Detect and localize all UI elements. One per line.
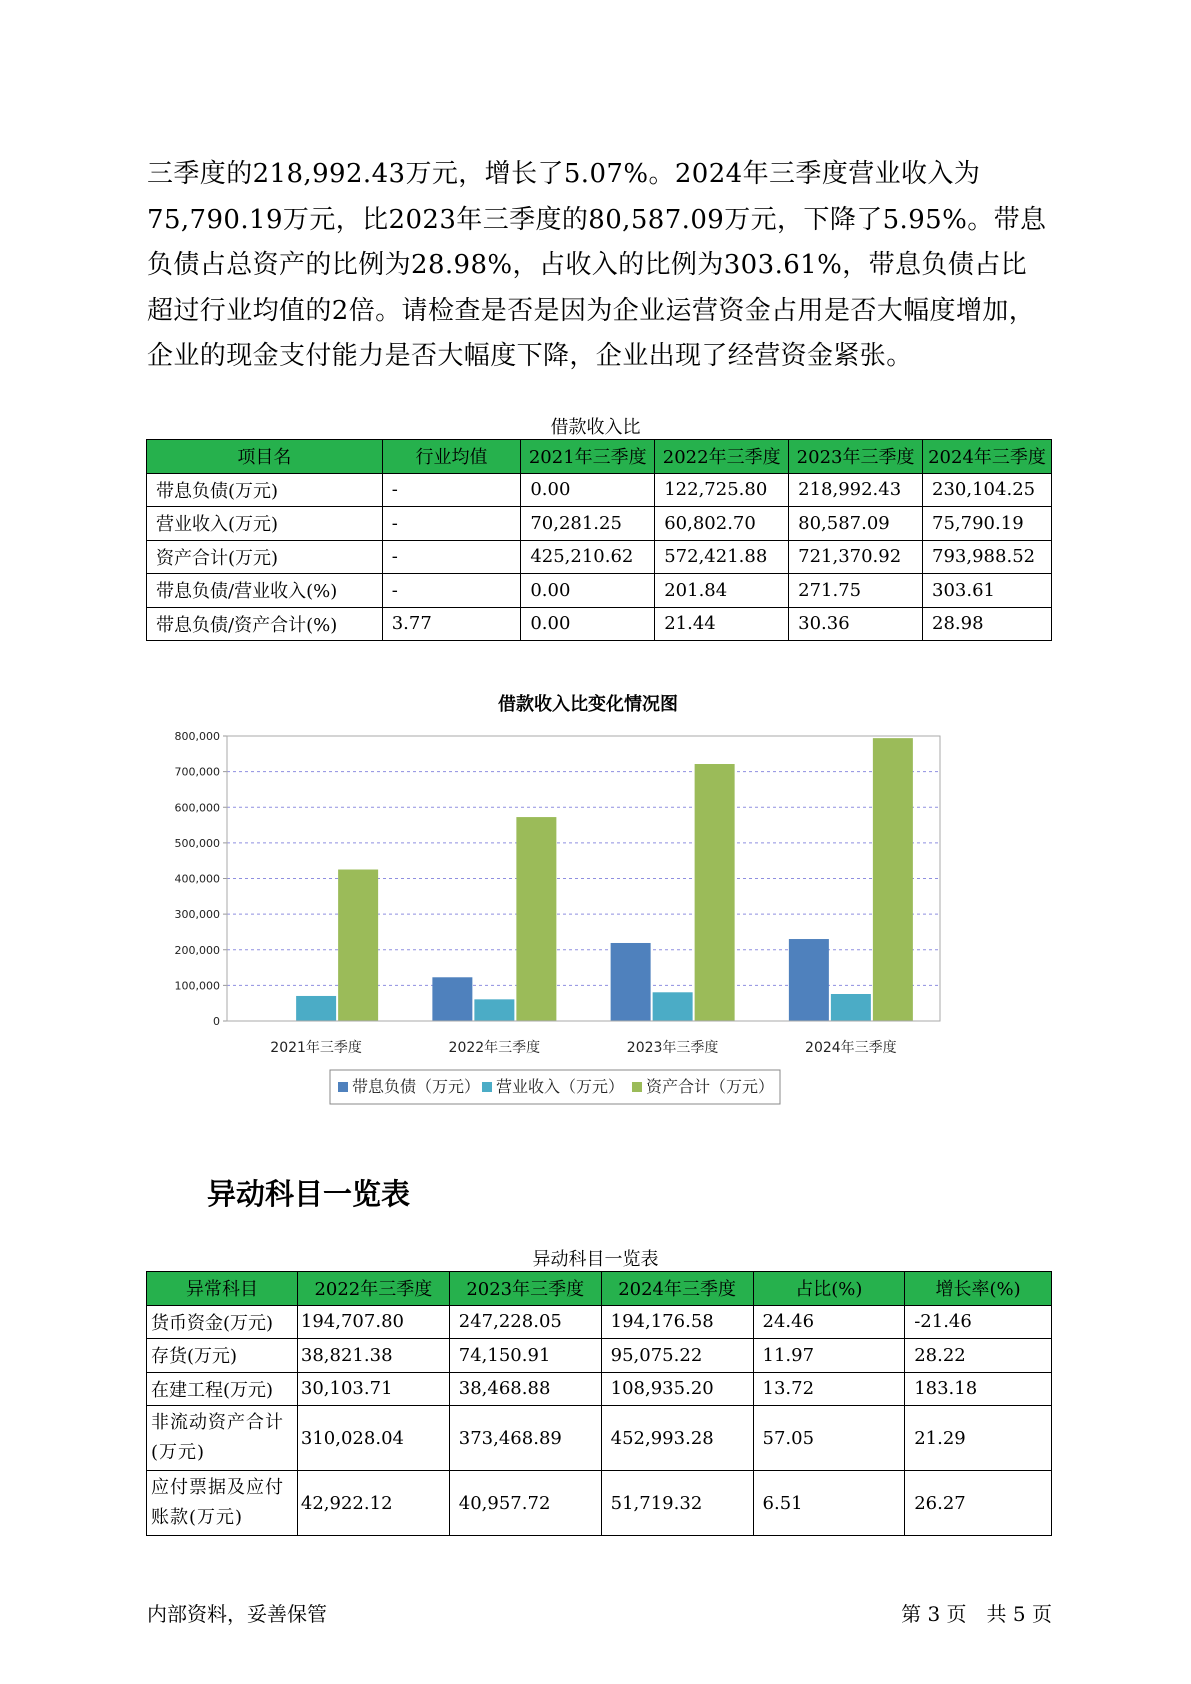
legend-swatch: [632, 1082, 642, 1092]
header-cell: 占比(%): [753, 1272, 905, 1306]
analysis-paragraph: 三季度的218,992.43万元，增长了5.07%。2024年三季度营业收入为75,790.19万元，比2023年三季度的80,587.09万元，下降了5.95%。带息负债占总资产的比例为28.98%，占收入的比例为303.61%，带息负债占比超过行业均值的2倍。请检查是否是因为企业运营资金占用是否大幅度增加，企业的现金支付能力是否大幅度下降，企业出现了经营资金紧张。: [147, 159, 1047, 371]
bar: [831, 994, 871, 1021]
legend-swatch: [338, 1082, 348, 1092]
bar: [611, 943, 651, 1021]
table-cell: 在建工程(万元): [147, 1372, 298, 1406]
y-tick-label: 700,000: [174, 765, 220, 779]
loan-income-ratio-table: [146, 439, 1052, 641]
bar: [296, 996, 336, 1021]
header-cell: 2021年三季度: [521, 440, 655, 474]
footer-confidential: 内部资料，妥善保管: [147, 1602, 327, 1626]
table-cell: 带息负债/资产合计(%): [147, 607, 383, 641]
table-cell: 95,075.22: [601, 1339, 753, 1373]
table-cell: 38,821.38: [297, 1339, 449, 1373]
header-cell: 2024年三季度: [923, 440, 1052, 474]
table-row: [147, 1406, 1052, 1471]
table-cell: 194,707.80: [297, 1305, 449, 1339]
table-row: [147, 540, 1052, 574]
header-cell: 2023年三季度: [449, 1272, 601, 1306]
table-cell: 793,988.52: [923, 540, 1052, 574]
x-tick-label: 2024年三季度: [805, 1040, 897, 1056]
header-cell: 行业均值: [382, 440, 521, 474]
table-cell: 218,992.43: [789, 473, 923, 507]
table-cell: 资产合计(万元): [147, 540, 383, 574]
table-row: [147, 1339, 1052, 1373]
table1-caption: 借款收入比: [550, 417, 641, 438]
abnormal-accounts-table: [146, 1271, 1052, 1536]
table-cell: -: [382, 507, 521, 541]
bar: [338, 870, 378, 1021]
bar: [695, 764, 735, 1021]
table-cell: 38,468.88: [449, 1372, 601, 1406]
bar: [432, 977, 472, 1021]
table-cell: 26.27: [905, 1471, 1052, 1536]
legend-swatch: [482, 1082, 492, 1092]
table-cell: 74,150.91: [449, 1339, 601, 1373]
table-cell: 201.84: [655, 574, 789, 608]
section-heading: 异动科目一览表: [207, 1177, 411, 1211]
table-row: [147, 473, 1052, 507]
table-cell: 57.05: [753, 1406, 905, 1471]
table-row: [147, 1305, 1052, 1339]
header-cell: 异常科目: [147, 1272, 298, 1306]
table-cell: 721,370.92: [789, 540, 923, 574]
chart-legend: [330, 1070, 780, 1104]
table-cell: 310,028.04: [297, 1406, 449, 1471]
table-cell: 51,719.32: [601, 1471, 753, 1536]
y-tick-label: 200,000: [174, 943, 220, 957]
chart-title: 借款收入比变化情况图: [498, 694, 678, 715]
legend-label: 带息负债（万元）: [352, 1077, 481, 1096]
table-header-row: [147, 440, 1052, 474]
table2-caption: 异动科目一览表: [532, 1249, 659, 1270]
table-cell: 3.77: [382, 607, 521, 641]
footer-page-number: 第 3 页 共 5 页: [901, 1602, 1052, 1626]
table-cell: 452,993.28: [601, 1406, 753, 1471]
header-cell: 项目名: [147, 440, 383, 474]
table-cell: 0.00: [521, 574, 655, 608]
table-cell: 11.97: [753, 1339, 905, 1373]
table-cell: 40,957.72: [449, 1471, 601, 1536]
table-cell: 带息负债/营业收入(%): [147, 574, 383, 608]
table-cell: 6.51: [753, 1471, 905, 1536]
table-cell: 28.98: [923, 607, 1052, 641]
table-cell: 122,725.80: [655, 473, 789, 507]
header-cell: 2022年三季度: [297, 1272, 449, 1306]
header-cell: 2023年三季度: [789, 440, 923, 474]
table-cell: 108,935.20: [601, 1372, 753, 1406]
table-row: [147, 1372, 1052, 1406]
table-row: [147, 607, 1052, 641]
y-tick-label: 300,000: [174, 908, 220, 922]
header-cell: 2022年三季度: [655, 440, 789, 474]
table-cell: 应付票据及应付账款(万元): [147, 1471, 298, 1536]
table-cell: 非流动资产合计(万元): [147, 1406, 298, 1471]
table-cell: 303.61: [923, 574, 1052, 608]
legend-label: 资产合计（万元）: [646, 1077, 775, 1096]
table-cell: 42,922.12: [297, 1471, 449, 1536]
table-row: [147, 1471, 1052, 1536]
table-cell: 0.00: [521, 473, 655, 507]
y-tick-label: 0: [213, 1015, 220, 1028]
table-cell: 带息负债(万元): [147, 473, 383, 507]
table-cell: 存货(万元): [147, 1339, 298, 1373]
table-cell: -: [382, 574, 521, 608]
table-cell: 373,468.89: [449, 1406, 601, 1471]
table-cell: 21.29: [905, 1406, 1052, 1471]
legend-label: 营业收入（万元）: [496, 1077, 625, 1096]
table-cell: 货币资金(万元): [147, 1305, 298, 1339]
table-cell: 247,228.05: [449, 1305, 601, 1339]
table-cell: -21.46: [905, 1305, 1052, 1339]
table-cell: 572,421.88: [655, 540, 789, 574]
table-cell: 271.75: [789, 574, 923, 608]
table-cell: -: [382, 473, 521, 507]
table-cell: 30,103.71: [297, 1372, 449, 1406]
x-tick-label: 2021年三季度: [270, 1040, 362, 1056]
table-cell: 70,281.25: [521, 507, 655, 541]
y-tick-label: 400,000: [174, 872, 220, 886]
header-cell: 2024年三季度: [601, 1272, 753, 1306]
bar: [474, 999, 514, 1021]
table-cell: 80,587.09: [789, 507, 923, 541]
bar: [653, 992, 693, 1021]
loan-income-chart: [160, 690, 1040, 1150]
table-cell: 230,104.25: [923, 473, 1052, 507]
bar: [789, 939, 829, 1021]
table-cell: 183.18: [905, 1372, 1052, 1406]
x-tick-label: 2023年三季度: [626, 1040, 719, 1056]
y-tick-label: 600,000: [174, 801, 220, 815]
table-cell: 28.22: [905, 1339, 1052, 1373]
table-cell: 75,790.19: [923, 507, 1052, 541]
table-header-row: [147, 1272, 1052, 1306]
table-cell: 30.36: [789, 607, 923, 641]
table-cell: 194,176.58: [601, 1305, 753, 1339]
table-cell: 425,210.62: [521, 540, 655, 574]
table-cell: 13.72: [753, 1372, 905, 1406]
table-cell: 60,802.70: [655, 507, 789, 541]
chart-bars: [296, 738, 913, 1021]
chart-gridlines: [227, 736, 940, 985]
y-tick-label: 500,000: [174, 836, 220, 850]
header-cell: 增长率(%): [905, 1272, 1052, 1306]
bar: [873, 738, 913, 1021]
table-cell: -: [382, 540, 521, 574]
bar: [516, 817, 556, 1021]
table-cell: 21.44: [655, 607, 789, 641]
x-tick-label: 2022年三季度: [448, 1040, 541, 1056]
table-row: [147, 507, 1052, 541]
y-tick-label: 100,000: [174, 979, 220, 993]
y-tick-label: 800,000: [174, 730, 220, 743]
table-cell: 24.46: [753, 1305, 905, 1339]
table-cell: 营业收入(万元): [147, 507, 383, 541]
table-cell: 0.00: [521, 607, 655, 641]
table-row: [147, 574, 1052, 608]
